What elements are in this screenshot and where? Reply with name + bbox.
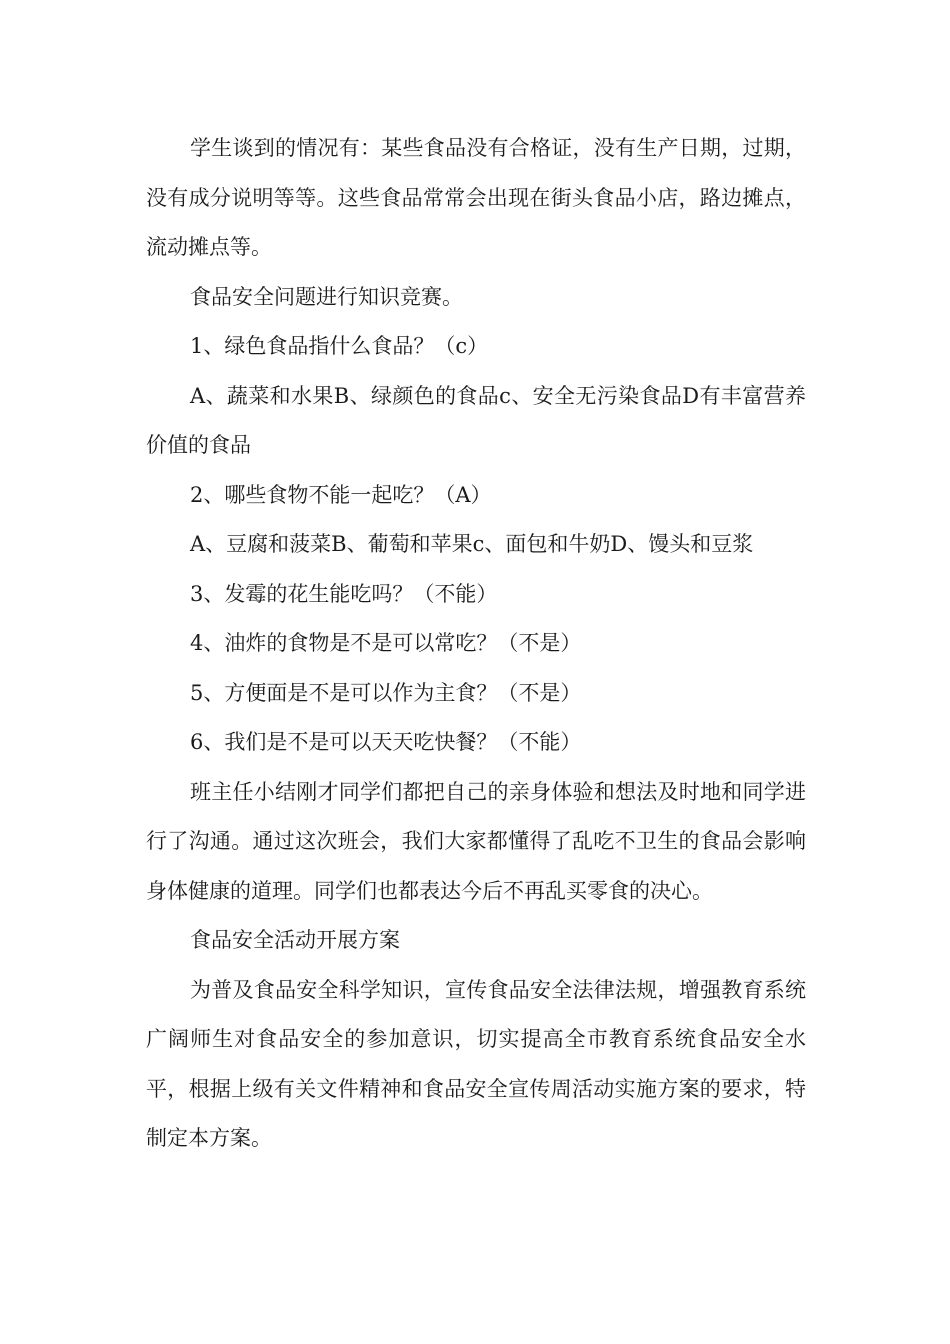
quiz-question-6: 6、我们是不是可以天天吃快餐？（不能） (190, 730, 582, 754)
document-page (146, 124, 806, 1164)
paragraph-quiz-intro: 食品安全问题进行知识竞赛。 (190, 284, 463, 309)
quiz-question-4: 4、油炸的食物是不是可以常吃？（不是） (190, 631, 582, 655)
quiz-options-1: A、蔬菜和水果B、绿颜色的食品c、安全无污染食品D有丰富营养价值的食品 (146, 383, 806, 457)
paragraph-teacher-summary: 班主任小结刚才同学们都把自己的亲身体验和想法及时地和同学进行了沟通。通过这次班会，我们大家都懂得了乱吃不卫生的食品会影响身体健康的道理。同学们也都表达今后不再乱买零食的决心。 (146, 779, 806, 903)
section-heading-activity-plan: 食品安全活动开展方案 (190, 928, 400, 952)
quiz-question-5: 5、方便面是不是可以作为主食？（不是） (190, 680, 582, 705)
quiz-options-2: A、豆腐和菠菜B、葡萄和苹果c、面包和牛奶D、馒头和豆浆 (190, 532, 754, 556)
quiz-question-1: 1、绿色食品指什么食品？（c） (190, 334, 489, 358)
quiz-question-2: 2、哪些食物不能一起吃？（A） (190, 482, 492, 507)
paragraph-plan-purpose: 为普及食品安全科学知识，宣传食品安全法律法规，增强教育系统广阔师生对食品安全的参加意识，切实提高全市教育系统食品安全水平，根据上级有关文件精神和食品安全宣传周活动实施方案的要求，特制定本方案。 (146, 977, 806, 1150)
quiz-question-3: 3、发霉的花生能吃吗？（不能） (190, 581, 498, 606)
paragraph-student-findings: 学生谈到的情况有：某些食品没有合格证，没有生产日期，过期，没有成分说明等等。这些食品常常会出现在街头食品小店，路边摊点，流动摊点等。 (146, 136, 806, 259)
